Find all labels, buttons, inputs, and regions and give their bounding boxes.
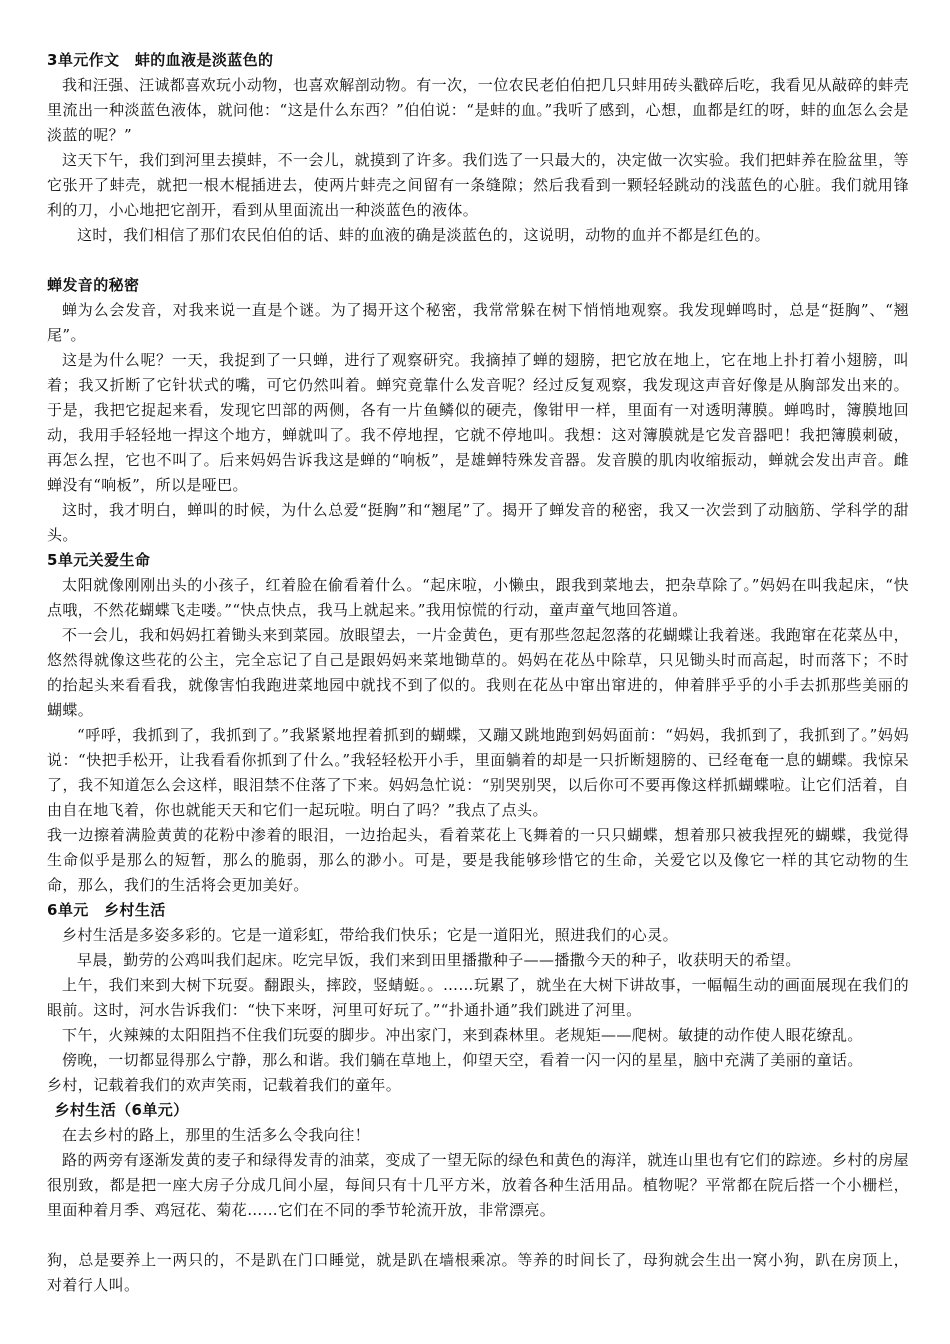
document-page — [47, 48, 909, 1298]
paragraph: 乡村生活是多姿多彩的。它是一道彩虹，带给我们快乐；它是一道阳光，照进我们的心灵。 — [62, 926, 679, 944]
paragraph: 蝉为么会发音，对我来说一直是个谜。为了揭开这个秘密，我常常躲在树下悄悄地观察。我发现蝉鸣时，总是“挺胸”、“翘尾”。 — [47, 301, 909, 344]
paragraph: 路的两旁有逐渐发黄的麦子和绿得发青的油菜，变成了一望无际的绿色和黄色的海洋，就连山里也有它们的踪迹。乡村的房屋很別致，都是把一座大房子分成几间小屋，每间只有十几平方米，放着各种生活用品。植物呢？平常都在院后搭一个小栅栏，里面种着月季、鸡冠花、菊花……它们在不同的季节轮流开放，非常漂亮。 — [47, 1151, 910, 1219]
blank-line — [47, 248, 909, 273]
paragraph: 我和汪强、汪诚都喜欢玩小动物，也喜欢解剖动物。有一次，一位农民老伯伯把几只蚌用砖头戳碎后吃，我看见从敲碎的蚌壳里流出一种淡蓝色液体，就问他：“这是什么东西？”伯伯说：“是蚌的血。”我听了感到，心想，血都是红的呀，蚌的血怎么会是淡蓝的呢？” — [47, 76, 910, 144]
paragraph: 不一会儿，我和妈妈扛着锄头来到菜园。放眼望去，一片金黄色，更有那些忽起忽落的花蝴蝶让我着迷。我跑窜在花菜丛中，悠然得就像这些花的公主，完全忘记了自己是跟妈妈来菜地锄草的。妈妈在花丛中除草，只见锄头时而高起，时而落下；不时的抬起头来看看我，就像害怕我跑进菜地园中就找不到了似的。我则在花丛中窜出窜进的，伸着胖乎乎的小手去抓那些美丽的蝴蝶。 — [47, 626, 910, 719]
paragraph: 狗，总是要养上一两只的，不是趴在门口睡觉，就是趴在墙根乘凉。等养的时间长了，母狗就会生出一窝小狗，趴在房顶上，对着行人叫。 — [47, 1251, 909, 1294]
paragraph: 傍晚，一切都显得那么宁静，那么和谐。我们躺在草地上，仰望天空，看着一闪一闪的星星，脑中充满了美丽的童话。 — [62, 1051, 863, 1069]
blank-line — [47, 1223, 909, 1248]
paragraph: 上午，我们来到大树下玩耍。翻跟头，摔跤，竖蜻蜓。。……玩累了，就坐在大树下讲故事，一幅幅生动的画面展现在我们的眼前。这时，河水告诉我们：“快下来呀，河里可好玩了。”“扑通扑通”我们跳进了河里。 — [47, 976, 909, 1019]
section-title-caring-for-life: 5单元关爱生命 — [47, 551, 151, 569]
paragraph: 乡村，记载着我们的欢声笑雨，记载着我们的童年。 — [47, 1076, 402, 1094]
paragraph: 太阳就像刚刚出头的小孩子，红着脸在偷看着什么。“起床啦，小懒虫，跟我到菜地去，把杂草除了。”妈妈在叫我起床，“快点哦，不然花蝴蝶飞走喽。”“快点快点，我马上就起来。”我用惊慌的行动，童声童气地回答道。 — [47, 576, 909, 619]
section-title-clam-blood: 3单元作文 蚌的血液是淡蓝色的 — [47, 51, 274, 69]
paragraph: 下午，火辣辣的太阳阻挡不住我们玩耍的脚步。冲出家门，来到森林里。老规矩——爬树。敏捷的动作使人眼花缭乱。 — [62, 1026, 863, 1044]
paragraph: 这天下午，我们到河里去摸蚌，不一会儿，就摸到了许多。我们选了一只最大的，决定做一次实验。我们把蚌养在脸盆里，等它张开了蚌壳，就把一根木棍插进去，使两片蚌壳之间留有一条缝隙；然后我看到一颗轻轻跳动的浅蓝色的心脏。我们就用锋利的刀，小心地把它剖开，看到从里面流出一种淡蓝色的液体。 — [47, 151, 910, 219]
section-title-village-life: 6单元 乡村生活 — [47, 901, 166, 919]
paragraph: 这是为什么呢？一天，我捉到了一只蝉，进行了观察研究。我摘掉了蝉的翅膀，把它放在地上，它在地上扑打着小翅膀，叫着；我又折断了它针状式的嘴，可它仍然叫着。蝉究竟靠什么发音呢？经过反复观察，我发现这声音好像是从胸部发出来的。于是，我把它捉起来看，发现它凹部的两侧，各有一片鱼鳞似的硬壳，像钳甲一样，里面有一对透明薄膜。蝉鸣时，簿膜地回动，我用手轻轻地一捍这个地方，蝉就叫了。我不停地捏，它就不停地叫。我想：这对簿膜就是它发音器吧！我把簿膜刺破，再怎么捏，它也不叫了。后来妈妈告诉我这是蝉的“响板”，是雄蝉特殊发音器。发音膜的肌肉收缩振动，蝉就会发出声音。雌蝉没有“响板”，所以是哑巴。 — [47, 351, 909, 494]
section-title-cicada-sound: 蝉发音的秘密 — [47, 276, 140, 294]
paragraph: “呼呼，我抓到了，我抓到了。”我紧紧地捏着抓到的蝴蝶，又蹦又跳地跑到妈妈面前：“妈妈，我抓到了，我抓到了。”妈妈说：“快把手松开，让我看看你抓到了什么。”我轻轻松开小手，里面躺着的却是一只折断翅膀的、已经奄奄一息的蝴蝶。我惊呆了，我不知道怎么会这样，眼泪禁不住落了下来。妈妈急忙说：“别哭别哭，以后你可不要再像这样抓蝴蝶啦。让它们活着，自由自在地飞着，你也就能天天和它们一起玩啦。明白了吗？”我点了点头。 — [47, 726, 909, 819]
paragraph: 早晨，勤劳的公鸡叫我们起床。吃完早饭，我们来到田里播撒种子——播撒今天的种子，收获明天的希望。 — [77, 951, 801, 969]
section-title-village-life-unit6: 乡村生活（6单元） — [54, 1101, 189, 1119]
paragraph: 我一边擦着满脸黄黄的花粉中渗着的眼泪，一边抬起头，看着菜花上飞舞着的一只只蝴蝶，想着那只被我捏死的蝴蝶，我觉得生命似乎是那么的短暂，那么的脆弱，那么的渺小。可是，要是我能够珍惜它的生命，关爱它以及像它一样的其它动物的生命，那么，我们的生活将会更加美好。 — [47, 826, 909, 894]
paragraph: 这时，我们相信了那们农民伯伯的话、蚌的血液的确是淡蓝色的，这说明，动物的血并不都是红色的。 — [77, 226, 771, 244]
paragraph: 在去乡村的路上，那里的生活多么令我向往！ — [62, 1126, 371, 1144]
paragraph: 这时，我才明白，蝉叫的时候，为什么总爱“挺胸”和“翘尾”了。揭开了蝉发音的秘密，我又一次尝到了动脑筋、学科学的甜头。 — [47, 501, 909, 544]
